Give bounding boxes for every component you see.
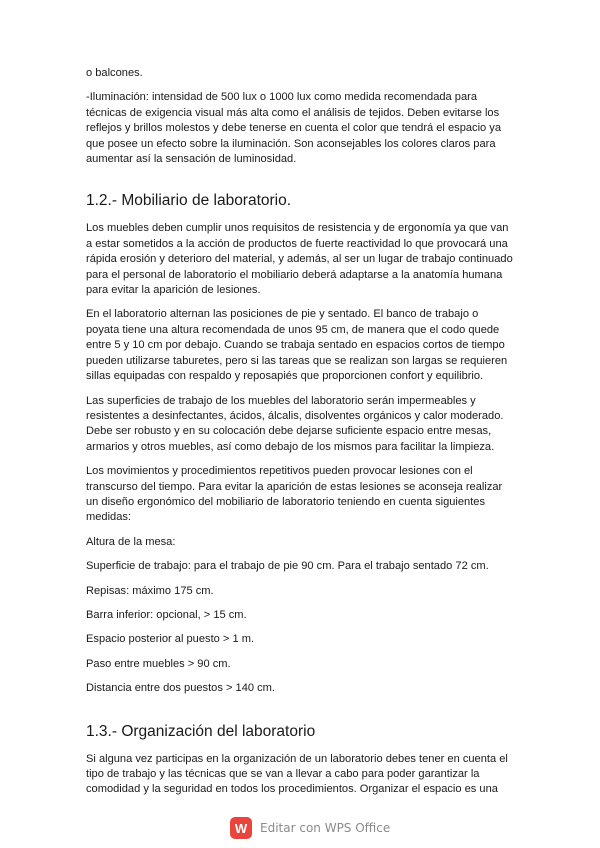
measures-list bbox=[86, 535, 514, 697]
mobiliario-paragraph-2: En el laboratorio alternan las posiciones de pie y sentado. El banco de trabajo o poyata tiene una altura recomendada de unos 95 cm, de manera que el codo quede entre 5 y 10 cm por debajo. Cuando se trabaja sentado en espacios cortos de tiempo pueden utilizarse taburetes, pero si las tareas que se realizan son largas se requieren sillas equipadas con respaldo y reposapiés que proporcionen confort y equilibrio. bbox=[86, 308, 508, 383]
iluminacion-paragraph: -Iluminación: intensidad de 500 lux o 1000 lux como medida recomendada para técnicas de exigencia visual más alta como el análisis de tejidos. Deben evitarse los reflejos y brillos molestos y debe tenerse en cuenta el color que tendrá el espacio ya que posee un efecto sobre la iluminación. Son aconsejables los colores claros para aumentar así la sensación de luminosidad. bbox=[86, 91, 502, 166]
section-heading-organizacion: 1.3.- Organización del laboratorio bbox=[86, 722, 316, 740]
organizacion-paragraph: Si alguna vez participas en la organización de un laboratorio debes tener en cuenta el tipo de trabajo y las técnicas que se van a llevar a cabo para poder garantizar la comodidad y la seguridad en todos los procedimientos. Organizar el espacio es una bbox=[86, 752, 508, 796]
measure-item: Altura de la mesa: bbox=[86, 535, 176, 548]
wps-edit-button[interactable] bbox=[230, 815, 390, 841]
wps-logo-icon: W bbox=[230, 817, 252, 839]
measure-item: Superficie de trabajo: para el trabajo de pie 90 cm. Para el trabajo sentado 72 cm. bbox=[86, 560, 489, 573]
intro-tail-text: o balcones. bbox=[86, 67, 143, 79]
mobiliario-paragraph-3: Las superficies de trabajo de los muebles del laboratorio serán impermeables y resistentes a desinfectantes, ácidos, álcalis, disolventes orgánicos y calor moderado. Debe ser robusto y en su colocación debe dejarse suficiente espacio entre mesas, armarios y otros muebles, así como debajo de los mismos para facilitar la limpieza. bbox=[86, 394, 504, 453]
document-page bbox=[86, 66, 514, 807]
wps-edit-label: Editar con WPS Office bbox=[260, 821, 391, 835]
measure-item: Distancia entre dos puestos > 140 cm. bbox=[86, 682, 276, 695]
measure-item: Barra inferior: opcional, > 15 cm. bbox=[86, 608, 247, 621]
measure-item: Paso entre muebles > 90 cm. bbox=[86, 657, 231, 670]
measure-item: Espacio posterior al puesto > 1 m. bbox=[86, 633, 255, 646]
mobiliario-paragraph-4: Los movimientos y procedimientos repetitivos pueden provocar lesiones con el transcurso del tiempo. Para evitar la aparición de estas lesiones se aconseja realizar un diseño ergonómico del mobiliario de laboratorio teniendo en cuenta siguientes medidas: bbox=[86, 465, 503, 524]
section-heading-mobiliario: 1.2.- Mobiliario de laboratorio. bbox=[86, 192, 292, 210]
mobiliario-paragraph-1: Los muebles deben cumplir unos requisitos de resistencia y de ergonomía ya que van a estar sometidos a la acción de productos de fuerte reactividad lo que provocará una rápida erosión y deterioro del material, y además, al ser un lugar de trabajo continuado para el personal de laboratorio el mobiliario deberá adaptarse a la anatomía humana para evitar la aparición de lesiones. bbox=[86, 222, 513, 297]
measure-item: Repisas: máximo 175 cm. bbox=[86, 584, 214, 597]
